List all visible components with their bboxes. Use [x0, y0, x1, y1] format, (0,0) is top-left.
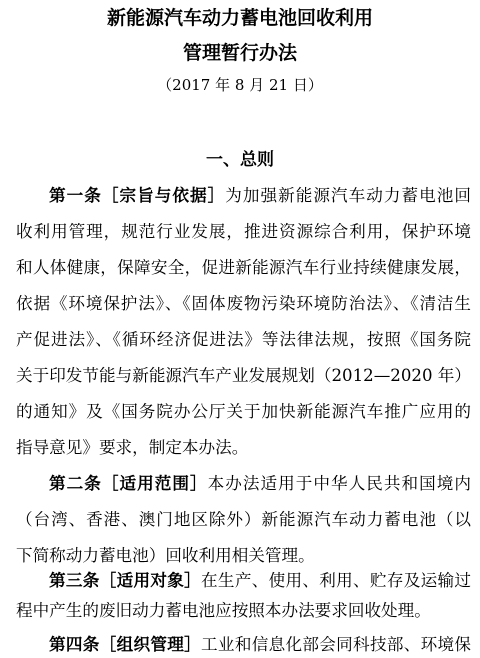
- article-1-line-4: 依据《环境保护法》、《固体废物污染环境防治法》、《清洁生: [16, 294, 471, 313]
- document-date: （2017 年 8 月 21 日）: [157, 76, 323, 94]
- article-1-line-2: 收利用管理，规范行业发展，推进资源综合利用，保护环境: [16, 222, 471, 241]
- article-2-line-1: [49, 473, 471, 495]
- article-2-text: 本办法适用于中华人民共和国境内: [207, 474, 471, 493]
- article-4-line-1: [49, 634, 471, 656]
- article-3-line-1: [49, 570, 471, 592]
- article-4-text: 工业和信息化部会同科技部、环境保: [201, 635, 471, 654]
- document-title-line-1: 新能源汽车动力蓄电池回收利用: [106, 7, 373, 29]
- article-3-label: 第三条［适用对象］: [49, 571, 202, 590]
- article-1-label: 第一条［宗旨与依据］: [49, 186, 226, 205]
- article-1-line-8: 指导意见》要求，制定本办法。: [16, 438, 249, 457]
- article-1-line-3: 和人体健康，保障安全，促进新能源汽车行业持续健康发展，: [16, 258, 471, 277]
- article-3-line-2: 程中产生的废旧动力蓄电池应按照本办法要求回收处理。: [16, 601, 431, 620]
- article-1-line-6: 关于印发节能与新能源汽车产业发展规划（2012—2020 年）: [16, 366, 471, 385]
- article-4-label: 第四条［组织管理］: [49, 635, 202, 654]
- article-2-label: 第二条［适用范围］: [49, 474, 208, 493]
- article-1-line-5: 产促进法》、《循环经济促进法》等法律法规，按照《国务院: [16, 330, 471, 349]
- article-2-line-2: （台湾、香港、澳门地区除外）新能源汽车动力蓄电池（以: [16, 510, 471, 529]
- article-2-line-3: 下简称动力蓄电池）回收利用相关管理。: [16, 546, 315, 565]
- document-title-line-2: 管理暂行办法: [182, 42, 297, 64]
- article-3-text: 在生产、使用、利用、贮存及运输过: [201, 571, 471, 590]
- chapter-heading: 一、总则: [206, 150, 274, 170]
- article-1-line-1: [49, 185, 471, 207]
- article-1-line-7: 的通知》及《国务院办公厅关于加快新能源汽车推广应用的: [16, 402, 471, 421]
- article-1-text: 为加强新能源汽车动力蓄电池回: [225, 186, 471, 205]
